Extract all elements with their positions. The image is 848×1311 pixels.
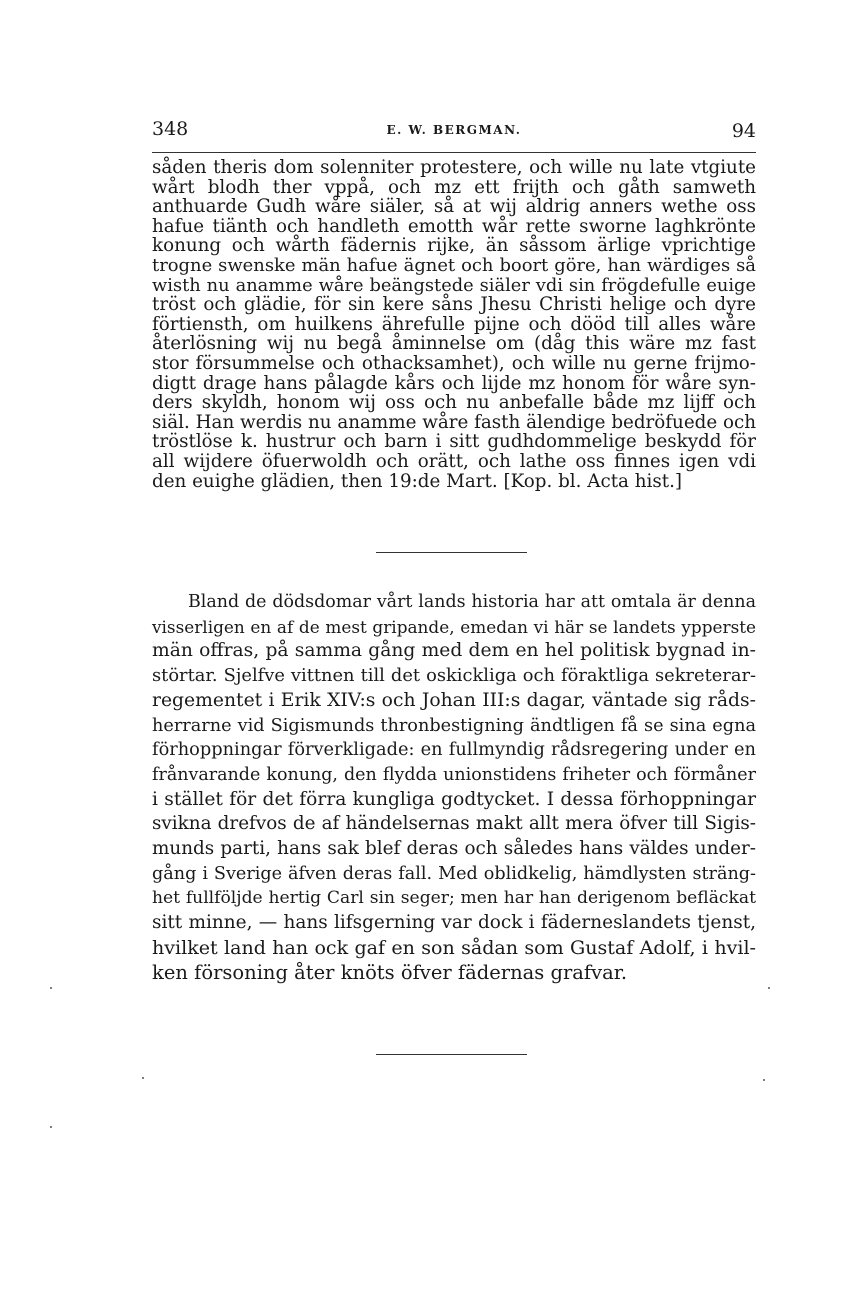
quote-line: återlösning wij nu begå åminnelse om (dåg this wäre mz fast (152, 333, 756, 355)
quote-line: digtt drage hans pålagde kårs och lijde mz honom för wåre syn- (152, 372, 756, 394)
body-paragraph (152, 590, 756, 985)
body-line: gång i Sverige äfven deras fall. Med oblidkelig, hämdlysten sträng- (152, 863, 756, 884)
scan-speck (763, 1079, 765, 1081)
quote-line: anthuarde Gudh wåre siäler, så at wij aldrig anners wethe oss (152, 196, 756, 218)
scan-speck (50, 1126, 52, 1128)
quote-line: tröstlöse k. hustrur och barn i sitt gudhdommelige beskydd för (152, 431, 756, 453)
running-title: E. W. BERGMAN. (386, 123, 522, 137)
body-line: frånvarande konung, den flydda unionstidens friheter och förmåner (152, 764, 756, 785)
end-divider (376, 1054, 527, 1055)
body-line: Bland de dödsdomar vårt lands historia har att omtala är denna (188, 592, 756, 612)
quote-line: ders skyldh, honom wij oss och nu anbefalle både mz lijff och (152, 392, 756, 414)
quote-line: wisth nu anamme wåre beängstede siäler vdi sin frögdefulle euige (152, 274, 756, 296)
body-line: hvilket land han ock gaf en son sådan som Gustaf Adolf, i hvil- (152, 936, 756, 959)
running-head (152, 118, 756, 142)
quote-line: förtiensth, om huilkens ährefulle pijne och dööd till alles wåre (152, 313, 756, 335)
section-divider (376, 552, 527, 553)
body-line: ken försoning åter knöts öfver fädernas grafvar. (152, 960, 628, 984)
body-line: herrarne vid Sigismunds thronbestigning ändtligen få se sina egna (152, 715, 756, 736)
quote-line: trogne swenske män hafue ägnet och boort göre, han wärdiges så (152, 254, 756, 276)
quoted-document-text (152, 158, 756, 491)
folio-number: 94 (731, 120, 756, 142)
scan-speck (768, 987, 770, 989)
body-line: i stället för det förra kungliga godtycket. I dessa förhoppningar (152, 788, 756, 810)
scan-speck (50, 987, 52, 989)
quote-line: konung och wårth fädernis rijke, än såssom ärlige vprichtige (152, 235, 756, 257)
header-rule (152, 152, 756, 153)
body-line: störtar. Sjelfve vittnen till det oskickliga och föraktliga sekreterar- (152, 665, 756, 687)
quote-line: hafue tiänth och handleth emotth wår rette sworne laghkrönte (152, 215, 756, 237)
quote-line: stor försummelse och othacksamhet), och wille nu gerne frijmo- (152, 352, 756, 374)
quote-line: siäl. Han werdis nu anamme wåre fasth älendige bedröfuede och (152, 411, 756, 433)
quote-line: tröst och glädie, för sin kere såns Jhesu Christi helige och dyre (152, 294, 756, 316)
quote-line: wårt blodh ther vppå, och mz ett frijth och gåth samweth (152, 176, 756, 198)
body-line: visserligen en af de mest gripande, emedan vi här se landets ypperste (152, 616, 756, 637)
body-line: män offras, på samma gång med dem en hel politisk bygnad in- (152, 640, 756, 662)
body-line: förhoppningar förverkligade: en fullmyndig rådsregering under en (152, 740, 756, 761)
body-line: munds parti, hans sak blef deras och således hans väldes under- (152, 838, 756, 860)
body-line: regementet i Erik XIV:s och Johan III:s dagar, väntade sig råds- (152, 689, 756, 711)
quote-line: såden theris dom solenniter protestere, och wille nu late vtgiute (152, 157, 756, 178)
body-line: het fullföljde hertig Carl sin seger; men har han derigenom befläckat (152, 888, 756, 909)
body-line: sitt minne, — hans lifsgerning var dock i fäderneslandets tjenst, (152, 912, 756, 934)
quote-line: all wijdere öfuerwoldh och orätt, och lathe oss finnes igen vdi (152, 450, 756, 472)
scan-speck (142, 1077, 144, 1079)
page-number: 348 (152, 118, 189, 140)
body-line: svikna drefvos de af händelsernas makt allt mera öfver till Sigis- (152, 813, 756, 835)
quote-line: den euighe glädien, then 19:de Mart. [Kop. bl. Acta hist.] (152, 470, 683, 492)
